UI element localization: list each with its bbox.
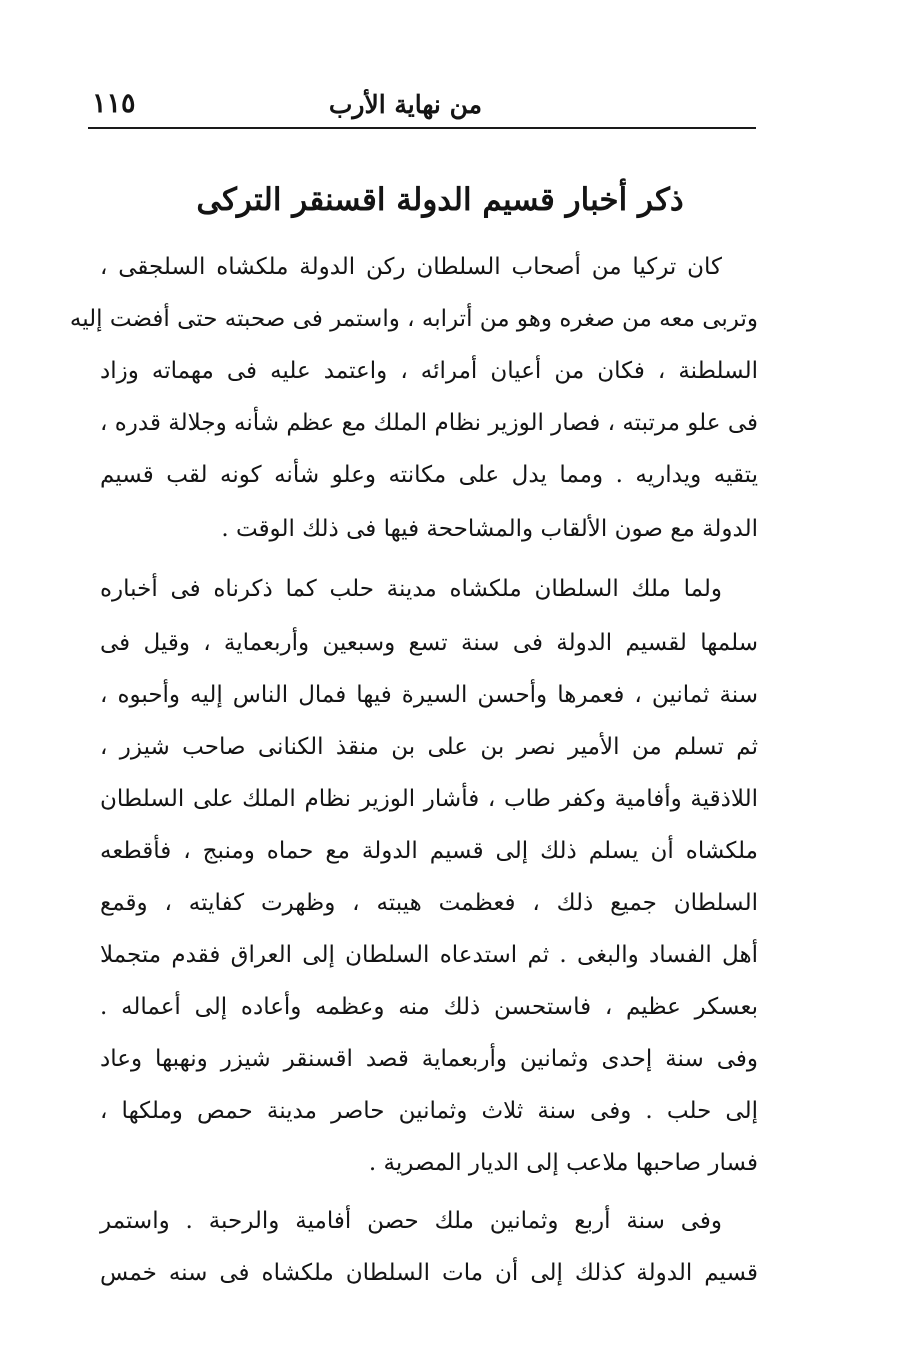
paragraph-2-line-4: ثم تسلم من الأمير نصر بن على بن منقذ الكنانى صاحب شيزر ، bbox=[100, 734, 758, 760]
paragraph-3-line-2: قسيم الدولة كذلك إلى أن مات السلطان ملكشاه فى سنه خمس bbox=[100, 1260, 758, 1286]
paragraph-2-line-8: أهل الفساد والبغى . ثم استدعاه السلطان إلى العراق فقدم متجملا bbox=[100, 942, 758, 968]
paragraph-1-line-1: كان تركيا من أصحاب السلطان ركن الدولة ملكشاه السلجقى ، bbox=[100, 254, 722, 280]
page-number: ١١٥ bbox=[92, 88, 136, 119]
paragraph-1-line-3: السلطنة ، فكان من أعيان أمرائه ، واعتمد عليه فى مهماته وزاد bbox=[100, 358, 758, 384]
paragraph-2-line-11: إلى حلب . وفى سنة ثلاث وثمانين حاصر مدينة حمص وملكها ، bbox=[100, 1098, 758, 1124]
header-rule bbox=[88, 127, 756, 129]
paragraph-1-line-6: الدولة مع صون الألقاب والمشاححة فيها فى ذلك الوقت . bbox=[221, 516, 758, 542]
paragraph-2-line-10: وفى سنة إحدى وثمانين وأربعماية قصد اقسنقر شيزر ونهبها وعاد bbox=[100, 1046, 758, 1072]
paragraph-1-line-2: وتربى معه من صغره وهو من أترابه ، واستمر فى صحبته حتى أفضت إليه bbox=[69, 306, 758, 332]
paragraph-3-line-1: وفى سنة أربع وثمانين ملك حصن أفامية والرحبة . واستمر bbox=[100, 1208, 722, 1234]
paragraph-2-line-6: ملكشاه أن يسلم ذلك إلى قسيم الدولة مع حماه ومنبج ، فأقطعه bbox=[100, 838, 758, 864]
running-header bbox=[92, 84, 754, 128]
paragraph-1-line-5: يتقيه ويداريه . ومما يدل على مكانته وعلو شأنه كونه لقب قسيم bbox=[100, 462, 758, 488]
paragraph-1-line-4: فى علو مرتبته ، فصار الوزير نظام الملك مع عظم شأنه وجلالة قدره ، bbox=[100, 410, 758, 436]
paragraph-2-line-3: سنة ثمانين ، فعمرها وأحسن السيرة فيها فمال الناس إليه وأحبوه ، bbox=[100, 682, 758, 708]
paragraph-2-line-1: ولما ملك السلطان ملكشاه مدينة حلب كما ذكرناه فى أخباره bbox=[100, 576, 722, 602]
section-title: ذكر أخبار قسيم الدولة اقسنقر التركى bbox=[196, 182, 684, 218]
paragraph-2-line-2: سلمها لقسيم الدولة فى سنة تسع وسبعين وأربعماية ، وقيل فى bbox=[100, 630, 758, 656]
paragraph-2-line-9: بعسكر عظيم ، فاستحسن ذلك منه وعظمه وأعاده إلى أعماله . bbox=[100, 994, 758, 1020]
paragraph-2-line-12: فسار صاحبها ملاعب إلى الديار المصرية . bbox=[368, 1150, 758, 1176]
running-title: من نهاية الأرب bbox=[328, 90, 482, 119]
paragraph-2-line-5: اللاذقية وأفامية وكفر طاب ، فأشار الوزير نظام الملك على السلطان bbox=[100, 786, 758, 812]
paragraph-2-line-7: السلطان جميع ذلك ، فعظمت هيبته ، وظهرت كفايته ، وقمع bbox=[100, 890, 758, 916]
